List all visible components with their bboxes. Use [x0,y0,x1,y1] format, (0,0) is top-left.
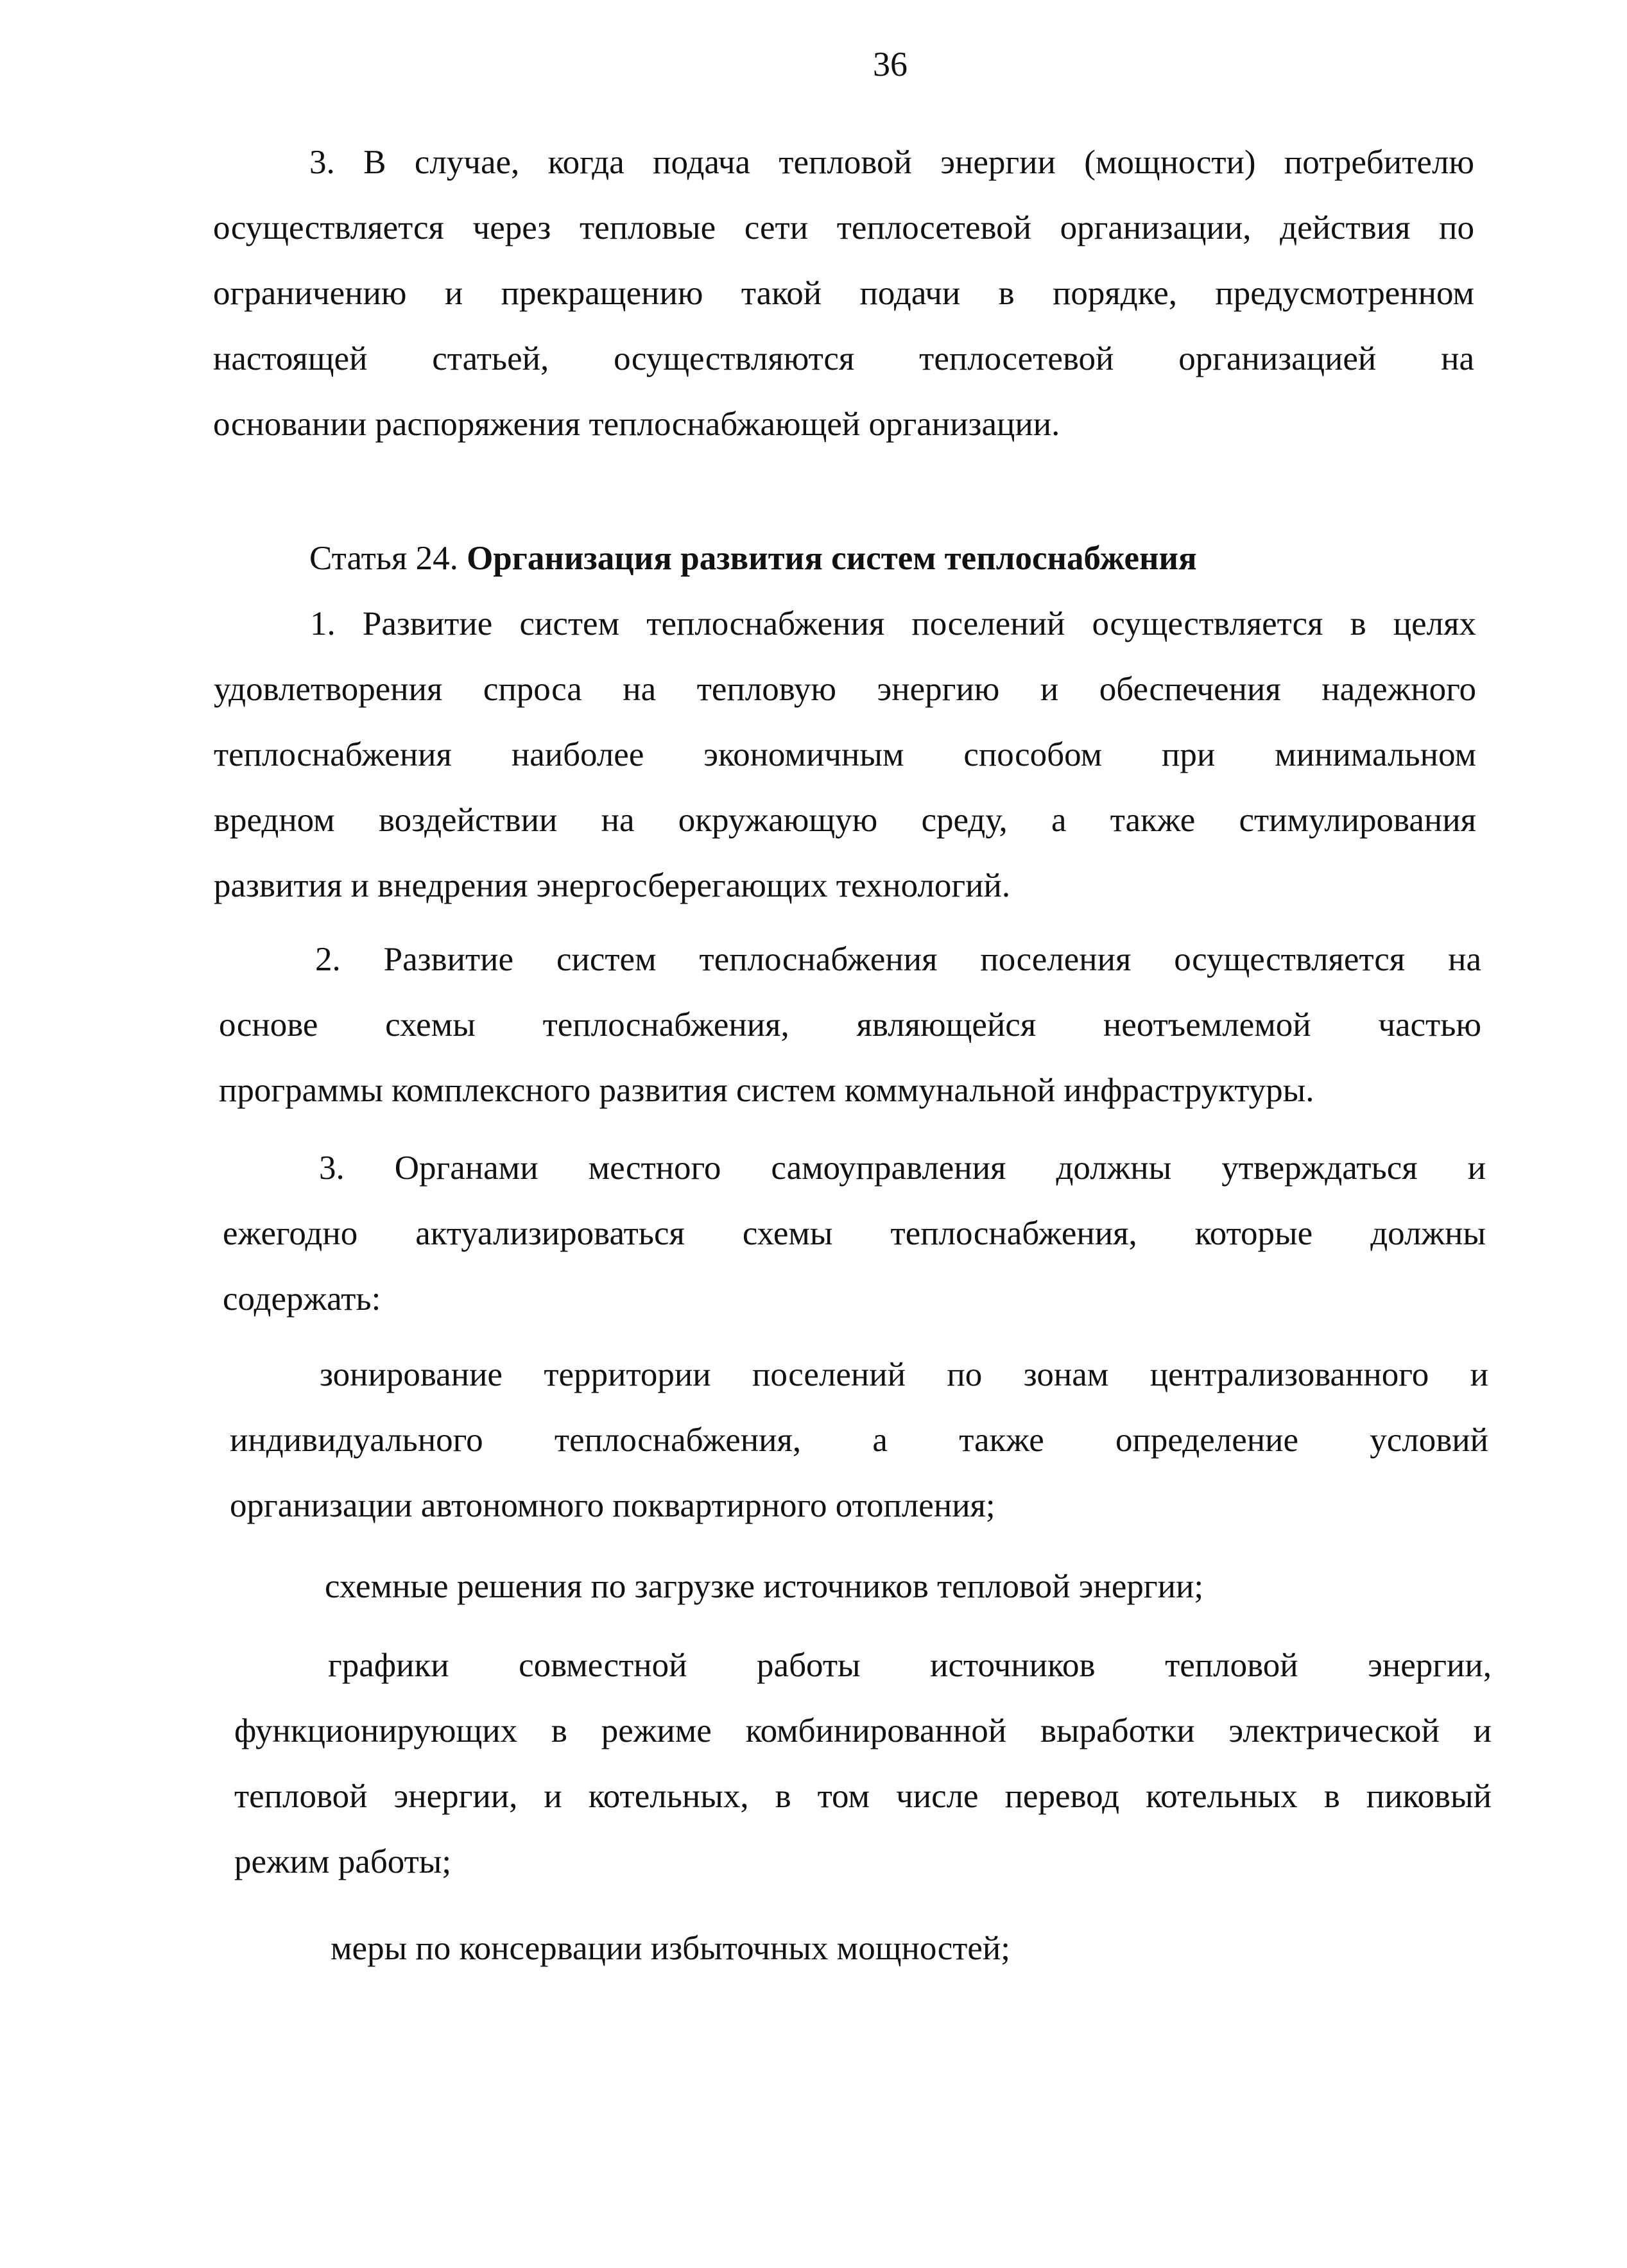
article-number: Статья 24. [309,540,458,577]
list-item [234,1633,1492,1894]
text-line: основании распоряжения теплоснабжающей организации. [213,406,1060,443]
text-line: теплоснабжения наиболее экономичным способом при минимальном [214,736,1476,773]
text-line: осуществляется через тепловые сети теплосетевой организации, действия по [213,209,1474,246]
text-line: программы комплексного развития систем коммунальной инфраструктуры. [219,1072,1314,1109]
text-line: 3. В случае, когда подача тепловой энергии (мощности) потребителю [309,144,1474,181]
text-line: основе схемы теплоснабжения, являющейся неотъемлемой частью [219,1006,1481,1044]
paragraph [223,1135,1486,1332]
text-line: организации автономного поквартирного отопления; [230,1487,995,1524]
text-line: ограничению и прекращению такой подачи в порядке, предусмотренном [213,275,1474,312]
text-line: удовлетворения спроса на тепловую энергию и обеспечения надежного [214,671,1476,708]
text-line: ежегодно актуализироваться схемы теплоснабжения, которые должны [223,1215,1486,1252]
list-item [230,1554,1488,1619]
text-line: развития и внедрения энергосберегающих технологий. [214,867,1011,904]
text-line: индивидуального теплоснабжения, а также определение условий [230,1422,1488,1459]
text-line: меры по консервации избыточных мощностей; [331,1930,1011,1967]
text-line: содержать: [223,1280,381,1318]
page-number: 36 [873,45,908,83]
article-heading [309,526,1197,591]
text-line: функционирующих в режиме комбинированной выработки электрической и [234,1712,1492,1749]
text-line: тепловой энергии, и котельных, в том числе перевод котельных в пиковый [234,1778,1492,1815]
article-title: Организация развития систем теплоснабжения [467,540,1197,577]
list-item [234,1916,1492,1981]
text-line: 2. Развитие систем теплоснабжения поселения осуществляется на [315,941,1481,978]
text-line: 1. Развитие систем теплоснабжения поселений осуществляется в целях [310,605,1476,642]
text-line: настоящей статьей, осуществляются теплосетевой организацией на [213,340,1474,377]
text-line: 3. Органами местного самоуправления должны утверждаться и [319,1149,1486,1187]
text-line: режим работы; [234,1843,452,1880]
paragraph [214,591,1476,918]
list-item [230,1342,1488,1538]
paragraph [213,130,1474,457]
paragraph [219,927,1481,1123]
text-line: зонирование территории поселений по зонам централизованного и [320,1356,1488,1393]
text-line: графики совместной работы источников тепловой энергии, [328,1647,1492,1684]
text-line: вредном воздействии на окружающую среду, а также стимулирования [214,802,1476,839]
text-line: схемные решения по загрузке источников тепловой энергии; [325,1568,1204,1605]
